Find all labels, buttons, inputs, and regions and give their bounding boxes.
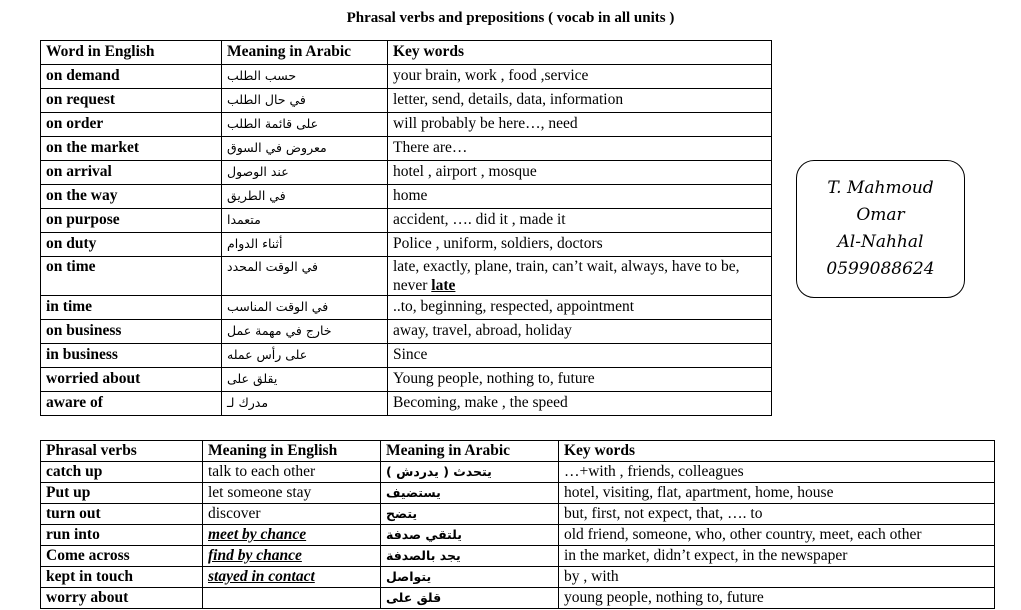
emphasized-keyword: late xyxy=(431,277,456,294)
table-row xyxy=(41,546,995,567)
keywords-text: late, exactly, plane, train, can’t wait, always, have to be, never xyxy=(393,258,740,294)
arabic-text: في الطريق xyxy=(227,188,286,203)
keywords-cell: Young people, nothing to, future xyxy=(388,368,772,392)
word-cell: on time xyxy=(41,257,222,296)
phrasal-verb-cell: Come across xyxy=(41,546,203,567)
word-cell: on the way xyxy=(41,185,222,209)
table-row xyxy=(41,161,772,185)
arabic-text: على رأس عمله xyxy=(227,347,308,362)
arabic-cell xyxy=(222,113,388,137)
arabic-cell xyxy=(381,483,559,504)
column-header-arabic: Meaning in Arabic xyxy=(222,41,388,65)
column-header-english: Meaning in English xyxy=(203,441,381,462)
phrasal-verbs-table xyxy=(40,440,995,609)
english-meaning-cell: talk to each other xyxy=(203,462,381,483)
phrasal-verb-cell: run into xyxy=(41,525,203,546)
table-row xyxy=(41,504,995,525)
keywords-cell: your brain, work , food ,service xyxy=(388,65,772,89)
arabic-cell xyxy=(222,89,388,113)
arabic-text: أثناء الدوام xyxy=(227,236,283,251)
arabic-text: مدرك لـ xyxy=(227,395,269,410)
teacher-name-line-3: Al-Nahhal xyxy=(837,232,924,252)
keywords-cell: home xyxy=(388,185,772,209)
table-row xyxy=(41,257,772,296)
table-row xyxy=(41,525,995,546)
english-meaning-cell: stayed in contact xyxy=(203,567,381,588)
keywords-cell: young people, nothing to, future xyxy=(559,588,995,609)
word-cell: on order xyxy=(41,113,222,137)
arabic-cell xyxy=(222,344,388,368)
vocab-table xyxy=(40,40,772,416)
arabic-text: على قائمة الطلب xyxy=(227,116,319,131)
word-cell: on purpose xyxy=(41,209,222,233)
teacher-name-line-2: Omar xyxy=(856,205,905,225)
english-meaning-cell: discover xyxy=(203,504,381,525)
arabic-text: في الوقت المناسب xyxy=(227,299,329,314)
phrasal-header-row xyxy=(41,441,995,462)
keywords-cell: ..to, beginning, respected, appointment xyxy=(388,296,772,320)
arabic-cell xyxy=(381,567,559,588)
arabic-text: قلق على xyxy=(386,590,442,605)
arabic-text: متعمدا xyxy=(227,212,261,227)
column-header-keywords: Key words xyxy=(559,441,995,462)
word-cell: on the market xyxy=(41,137,222,161)
phrasal-verb-cell: catch up xyxy=(41,462,203,483)
keywords-cell: but, first, not expect, that, …. to xyxy=(559,504,995,525)
phrasal-verb-cell: worry about xyxy=(41,588,203,609)
arabic-cell xyxy=(222,209,388,233)
word-cell: on demand xyxy=(41,65,222,89)
arabic-cell xyxy=(222,65,388,89)
arabic-text: يستضيف xyxy=(386,485,441,500)
arabic-cell xyxy=(381,546,559,567)
table-row xyxy=(41,392,772,416)
word-cell: on request xyxy=(41,89,222,113)
arabic-cell xyxy=(381,525,559,546)
keywords-cell xyxy=(388,257,772,296)
column-header-keywords: Key words xyxy=(388,41,772,65)
keywords-cell: accident, …. did it , made it xyxy=(388,209,772,233)
table-row xyxy=(41,588,995,609)
word-cell: in time xyxy=(41,296,222,320)
phrasal-verb-cell: kept in touch xyxy=(41,567,203,588)
english-meaning-cell: find by chance xyxy=(203,546,381,567)
arabic-text: يلتقي صدفة xyxy=(386,527,462,542)
table-row xyxy=(41,368,772,392)
word-cell: on business xyxy=(41,320,222,344)
phrasal-verb-cell: turn out xyxy=(41,504,203,525)
arabic-cell xyxy=(222,320,388,344)
table-row xyxy=(41,137,772,161)
vocab-header-row xyxy=(41,41,772,65)
keywords-cell: in the market, didn’t expect, in the newspaper xyxy=(559,546,995,567)
arabic-cell xyxy=(222,161,388,185)
column-header-word: Word in English xyxy=(41,41,222,65)
table-row xyxy=(41,483,995,504)
column-header-phrasal-verb: Phrasal verbs xyxy=(41,441,203,462)
phrasal-verb-cell: Put up xyxy=(41,483,203,504)
arabic-text: يجد بالصدفة xyxy=(386,548,461,563)
arabic-cell xyxy=(222,392,388,416)
arabic-text: معروض في السوق xyxy=(227,140,327,155)
table-row xyxy=(41,209,772,233)
column-header-arabic: Meaning in Arabic xyxy=(381,441,559,462)
arabic-cell xyxy=(222,257,388,296)
arabic-cell xyxy=(222,296,388,320)
arabic-cell xyxy=(381,504,559,525)
table-row xyxy=(41,567,995,588)
arabic-cell xyxy=(222,185,388,209)
arabic-text: يقلق على xyxy=(227,371,278,386)
word-cell: in business xyxy=(41,344,222,368)
word-cell: on duty xyxy=(41,233,222,257)
teacher-phone: 0599088624 xyxy=(826,259,935,279)
english-meaning-cell xyxy=(203,588,381,609)
english-meaning-cell: meet by chance xyxy=(203,525,381,546)
teacher-name-line-1: T. Mahmoud xyxy=(827,178,934,198)
arabic-cell xyxy=(222,368,388,392)
arabic-text: عند الوصول xyxy=(227,164,289,179)
keywords-cell: There are… xyxy=(388,137,772,161)
keywords-cell: …+with , friends, colleagues xyxy=(559,462,995,483)
keywords-cell: Becoming, make , the speed xyxy=(388,392,772,416)
word-cell: worried about xyxy=(41,368,222,392)
keywords-cell: old friend, someone, who, other country, meet, each other xyxy=(559,525,995,546)
arabic-cell xyxy=(381,462,559,483)
arabic-text: يتواصل xyxy=(386,569,432,584)
arabic-text: يتضح xyxy=(386,506,418,521)
teacher-card xyxy=(796,160,965,298)
word-cell: on arrival xyxy=(41,161,222,185)
arabic-text: في الوقت المحدد xyxy=(227,259,319,274)
keywords-cell: letter, send, details, data, information xyxy=(388,89,772,113)
table-row xyxy=(41,89,772,113)
keywords-cell: hotel, visiting, flat, apartment, home, house xyxy=(559,483,995,504)
table-row xyxy=(41,320,772,344)
arabic-cell xyxy=(222,137,388,161)
arabic-text: في حال الطلب xyxy=(227,92,306,107)
english-meaning-cell: let someone stay xyxy=(203,483,381,504)
arabic-cell xyxy=(222,233,388,257)
arabic-text: يتحدث ( يدردش ) xyxy=(386,464,492,479)
keywords-cell: away, travel, abroad, holiday xyxy=(388,320,772,344)
document-title: Phrasal verbs and prepositions ( vocab in all units ) xyxy=(346,10,675,26)
arabic-text: خارج في مهمة عمل xyxy=(227,323,332,338)
keywords-cell: hotel , airport , mosque xyxy=(388,161,772,185)
keywords-cell: Police , uniform, soldiers, doctors xyxy=(388,233,772,257)
keywords-cell: by , with xyxy=(559,567,995,588)
table-row xyxy=(41,233,772,257)
table-row xyxy=(41,296,772,320)
table-row xyxy=(41,344,772,368)
table-row xyxy=(41,113,772,137)
table-row xyxy=(41,462,995,483)
table-row xyxy=(41,65,772,89)
keywords-cell: Since xyxy=(388,344,772,368)
arabic-text: حسب الطلب xyxy=(227,68,297,83)
arabic-cell xyxy=(381,588,559,609)
table-row xyxy=(41,185,772,209)
word-cell: aware of xyxy=(41,392,222,416)
keywords-cell: will probably be here…, need xyxy=(388,113,772,137)
